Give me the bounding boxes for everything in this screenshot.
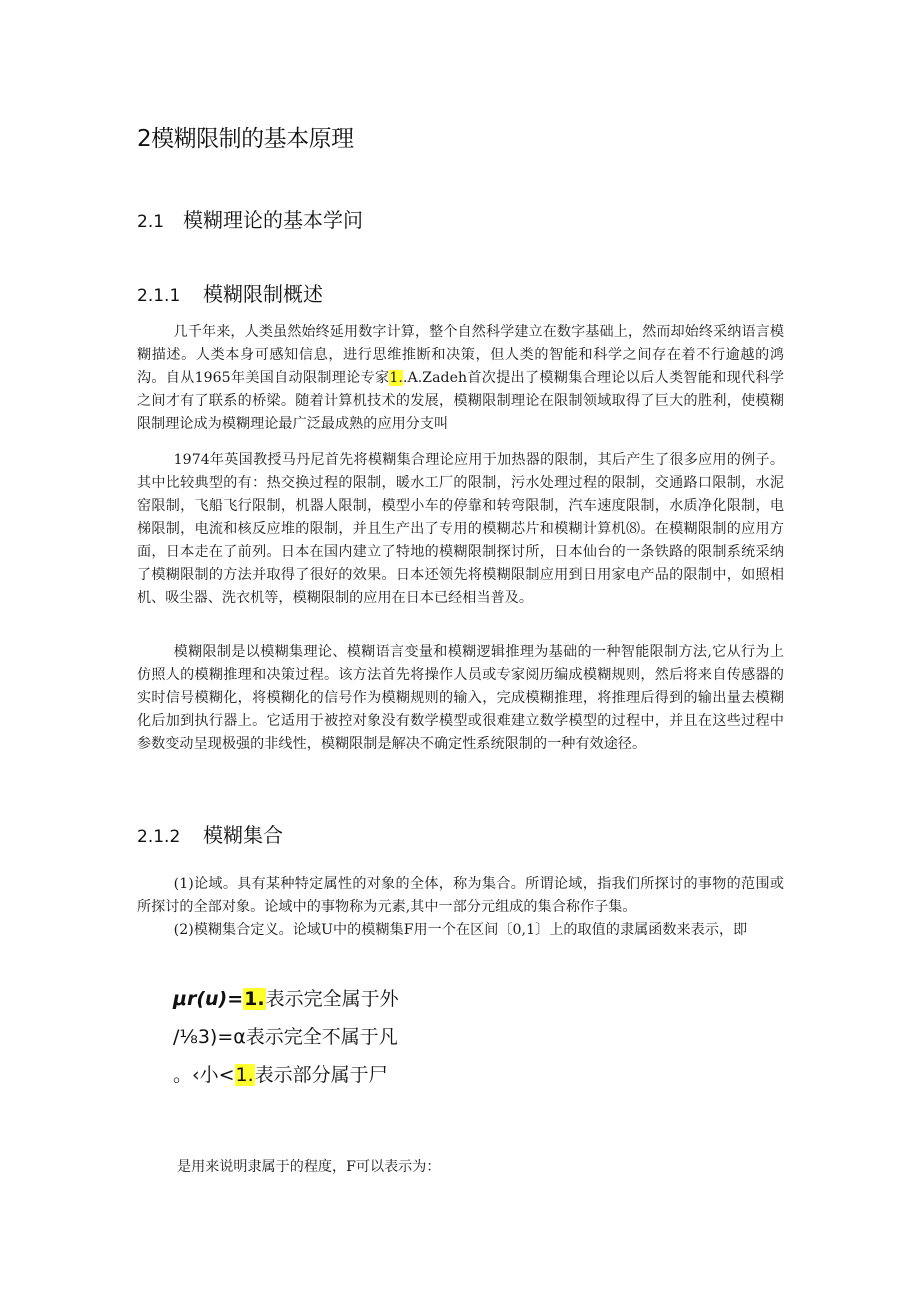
paragraph-membership: 是用来说明隶属于的程度，F可以表示为： — [177, 1159, 441, 1175]
paragraph-history — [137, 321, 784, 436]
paragraph-definition: 模糊限制是以模糊集理论、模糊语言变量和模糊逻辑推理为基础的一种智能限制方法,它从行为上仿照人的模糊推理和决策过程。该方法首先将操作人员或专家阅历编成模糊规则，然后将来自传感器的实时信号模糊化，将模糊化的信号作为模糊规则的输入，完成模糊推理，将推理后得到的输出量去模糊化后加到执行器上。它适用于被控对象没有数学模型或很难建立数学模型的过程中，并且在这些过程中参数变动呈现极强的非线性，模糊限制是解决不确定性系统限制的一种有效途径。 — [137, 644, 784, 752]
formula-text: 表示完全属于外 — [265, 988, 399, 1010]
highlight-mark: 1. — [389, 370, 403, 386]
formula-text: 表示部分属于尸 — [254, 1064, 388, 1086]
subsection-heading-overview — [137, 278, 323, 307]
subsection-title: 模糊集合 — [203, 823, 283, 847]
section-heading — [137, 204, 363, 233]
subsection-heading-fuzzy-set — [137, 819, 283, 848]
formula-line-3 — [173, 1060, 388, 1087]
formula-text: μr(u)= — [173, 988, 244, 1010]
paragraph-text: 几千年来，人类虽然始终延用数字计算，整个自然科学建立在数字基础上，然而却始终采纳语言模糊描述。人类本身可感知信息，进行思维推断和决策，但人类的智能和科学之间存在着不行逾越的鸿沟。自从1965年美国自动限制理论专家 — [137, 324, 784, 386]
section-number: 2.1 — [137, 212, 165, 232]
subsection-title: 模糊限制概述 — [203, 282, 323, 306]
paragraph-universe: (1)论域。具有某种特定属性的对象的全体，称为集合。所谓论域，指我们所探讨的事物的范围或所探讨的全部对象。论域中的事物称为元素,其中一部分元组成的集合称作子集。 — [137, 876, 784, 915]
paragraph-applications: 1974年英国教授马丹尼首先将模糊集合理论应用于加热器的限制，其后产生了很多应用的例子。其中比较典型的有：热交换过程的限制，暖水工厂的限制，污水处理过程的限制，交通路口限制，水泥窑限制，飞船飞行限制，机器人限制，模型小车的停靠和转弯限制，汽车速度限制，水质净化限制，电梯限制，电流和核反应堆的限制，并且生产出了专用的模糊芯片和模糊计算机⑻。在模糊限制的应用方面，日本走在了前列。日本在国内建立了特地的模糊限制探讨所，日本仙台的一条铁路的限制系统采纳了模糊限制的方法并取得了很好的效果。日本还领先将模糊限制应用到日用家电产品的限制中，如照相机、吸尘器、洗衣机等，模糊限制的应用在日本已经相当普及。 — [137, 452, 784, 606]
highlight-mark: 1. — [235, 1064, 254, 1086]
highlight-mark: 1. — [244, 988, 265, 1010]
formula-text: 。‹小< — [173, 1064, 235, 1086]
subsection-number: 2.1.2 — [137, 827, 181, 847]
paragraph-text: .A.Zadeh首次提出了模糊集合理论以后人类智能和现代科学之间才有了联系的桥梁。随着计算机技术的发展，模糊限制理论在限制领域取得了巨大的胜利，使模糊限制理论成为模糊理论最广泛最成熟的应用分支叫 — [137, 370, 784, 432]
chapter-title: 2模糊限制的基本原理 — [137, 126, 354, 152]
subsection-number: 2.1.1 — [137, 286, 181, 306]
formula-line-2: /⅛3)=α表示完全不属于凡 — [173, 1026, 398, 1048]
paragraph-fuzzy-set-definition: (2)模糊集合定义。论域U中的模糊集F用一个在区间〔0,1〕上的取值的隶属函数来表示，即 — [173, 922, 748, 938]
section-title: 模糊理论的基本学问 — [183, 208, 363, 232]
formula-line-1 — [173, 984, 399, 1011]
